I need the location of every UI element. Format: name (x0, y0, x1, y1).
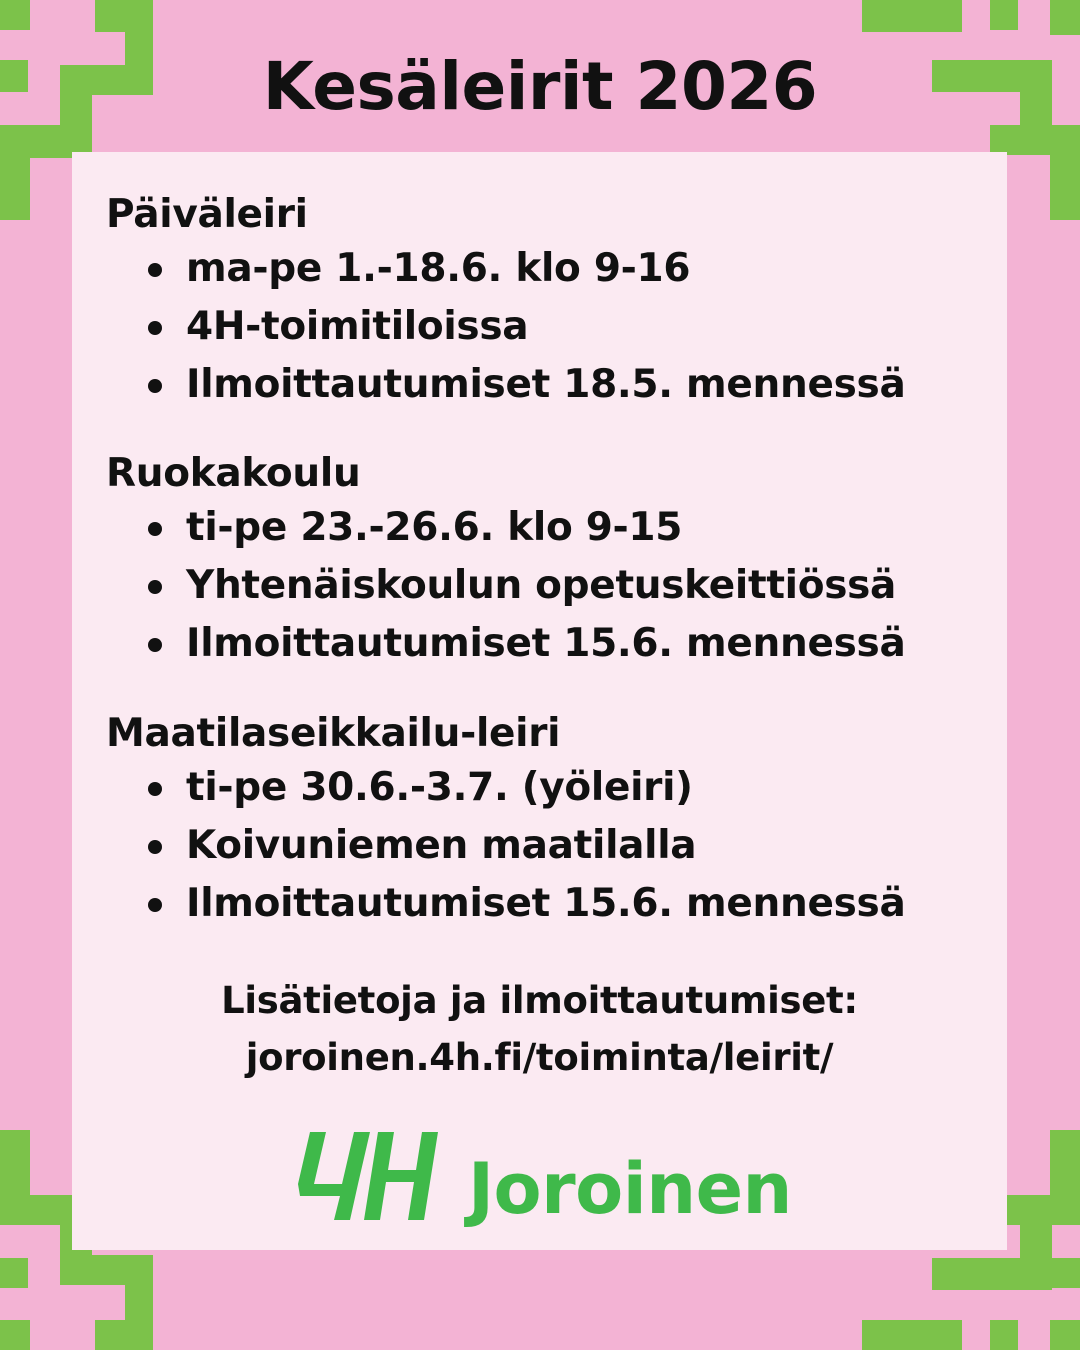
list-item: ma-pe 1.-18.6. klo 9-16 (106, 240, 905, 298)
list-item: ti-pe 23.-26.6. klo 9-15 (106, 499, 905, 557)
list-item: Ilmoittautumiset 15.6. mennessä (106, 875, 905, 933)
list-item: Koivuniemen maatilalla (106, 817, 905, 875)
bullet-icon (148, 898, 162, 912)
list-item: 4H-toimitiloissa (106, 298, 905, 356)
4h-logo-icon (292, 1127, 447, 1237)
bullet-icon (148, 379, 162, 393)
list-item: Yhtenäiskoulun opetuskeittiössä (106, 557, 905, 615)
bullet-icon (148, 840, 162, 854)
section-heading: Maatilaseikkailu-leiri (106, 711, 561, 756)
info-url-link[interactable]: joroinen.4h.fi/toiminta/leirit/ (245, 1036, 834, 1079)
bullet-icon (148, 782, 162, 796)
bullet-icon (148, 263, 162, 277)
content-card (72, 152, 1007, 1250)
info-label: Lisätietoja ja ilmoittautumiset: (221, 979, 858, 1022)
bullet-icon (148, 522, 162, 536)
bullet-icon (148, 638, 162, 652)
list-item: ti-pe 30.6.-3.7. (yöleiri) (106, 759, 905, 817)
section-list (106, 499, 905, 673)
section-heading: Päiväleiri (106, 192, 308, 237)
list-item: Ilmoittautumiset 15.6. mennessä (106, 615, 905, 673)
bullet-icon (148, 321, 162, 335)
page-title: Kesäleirit 2026 (262, 48, 818, 125)
section-ruokakoulu (106, 449, 905, 673)
section-paivaleiri (106, 190, 905, 414)
bullet-icon (148, 580, 162, 594)
list-item: Ilmoittautumiset 18.5. mennessä (106, 356, 905, 414)
section-heading: Ruokakoulu (106, 451, 361, 496)
logo-text: Joroinen (468, 1148, 792, 1230)
section-list (106, 759, 905, 933)
info-block (72, 972, 1007, 1086)
section-maatilaseikkailu (106, 709, 905, 933)
section-list (106, 240, 905, 414)
